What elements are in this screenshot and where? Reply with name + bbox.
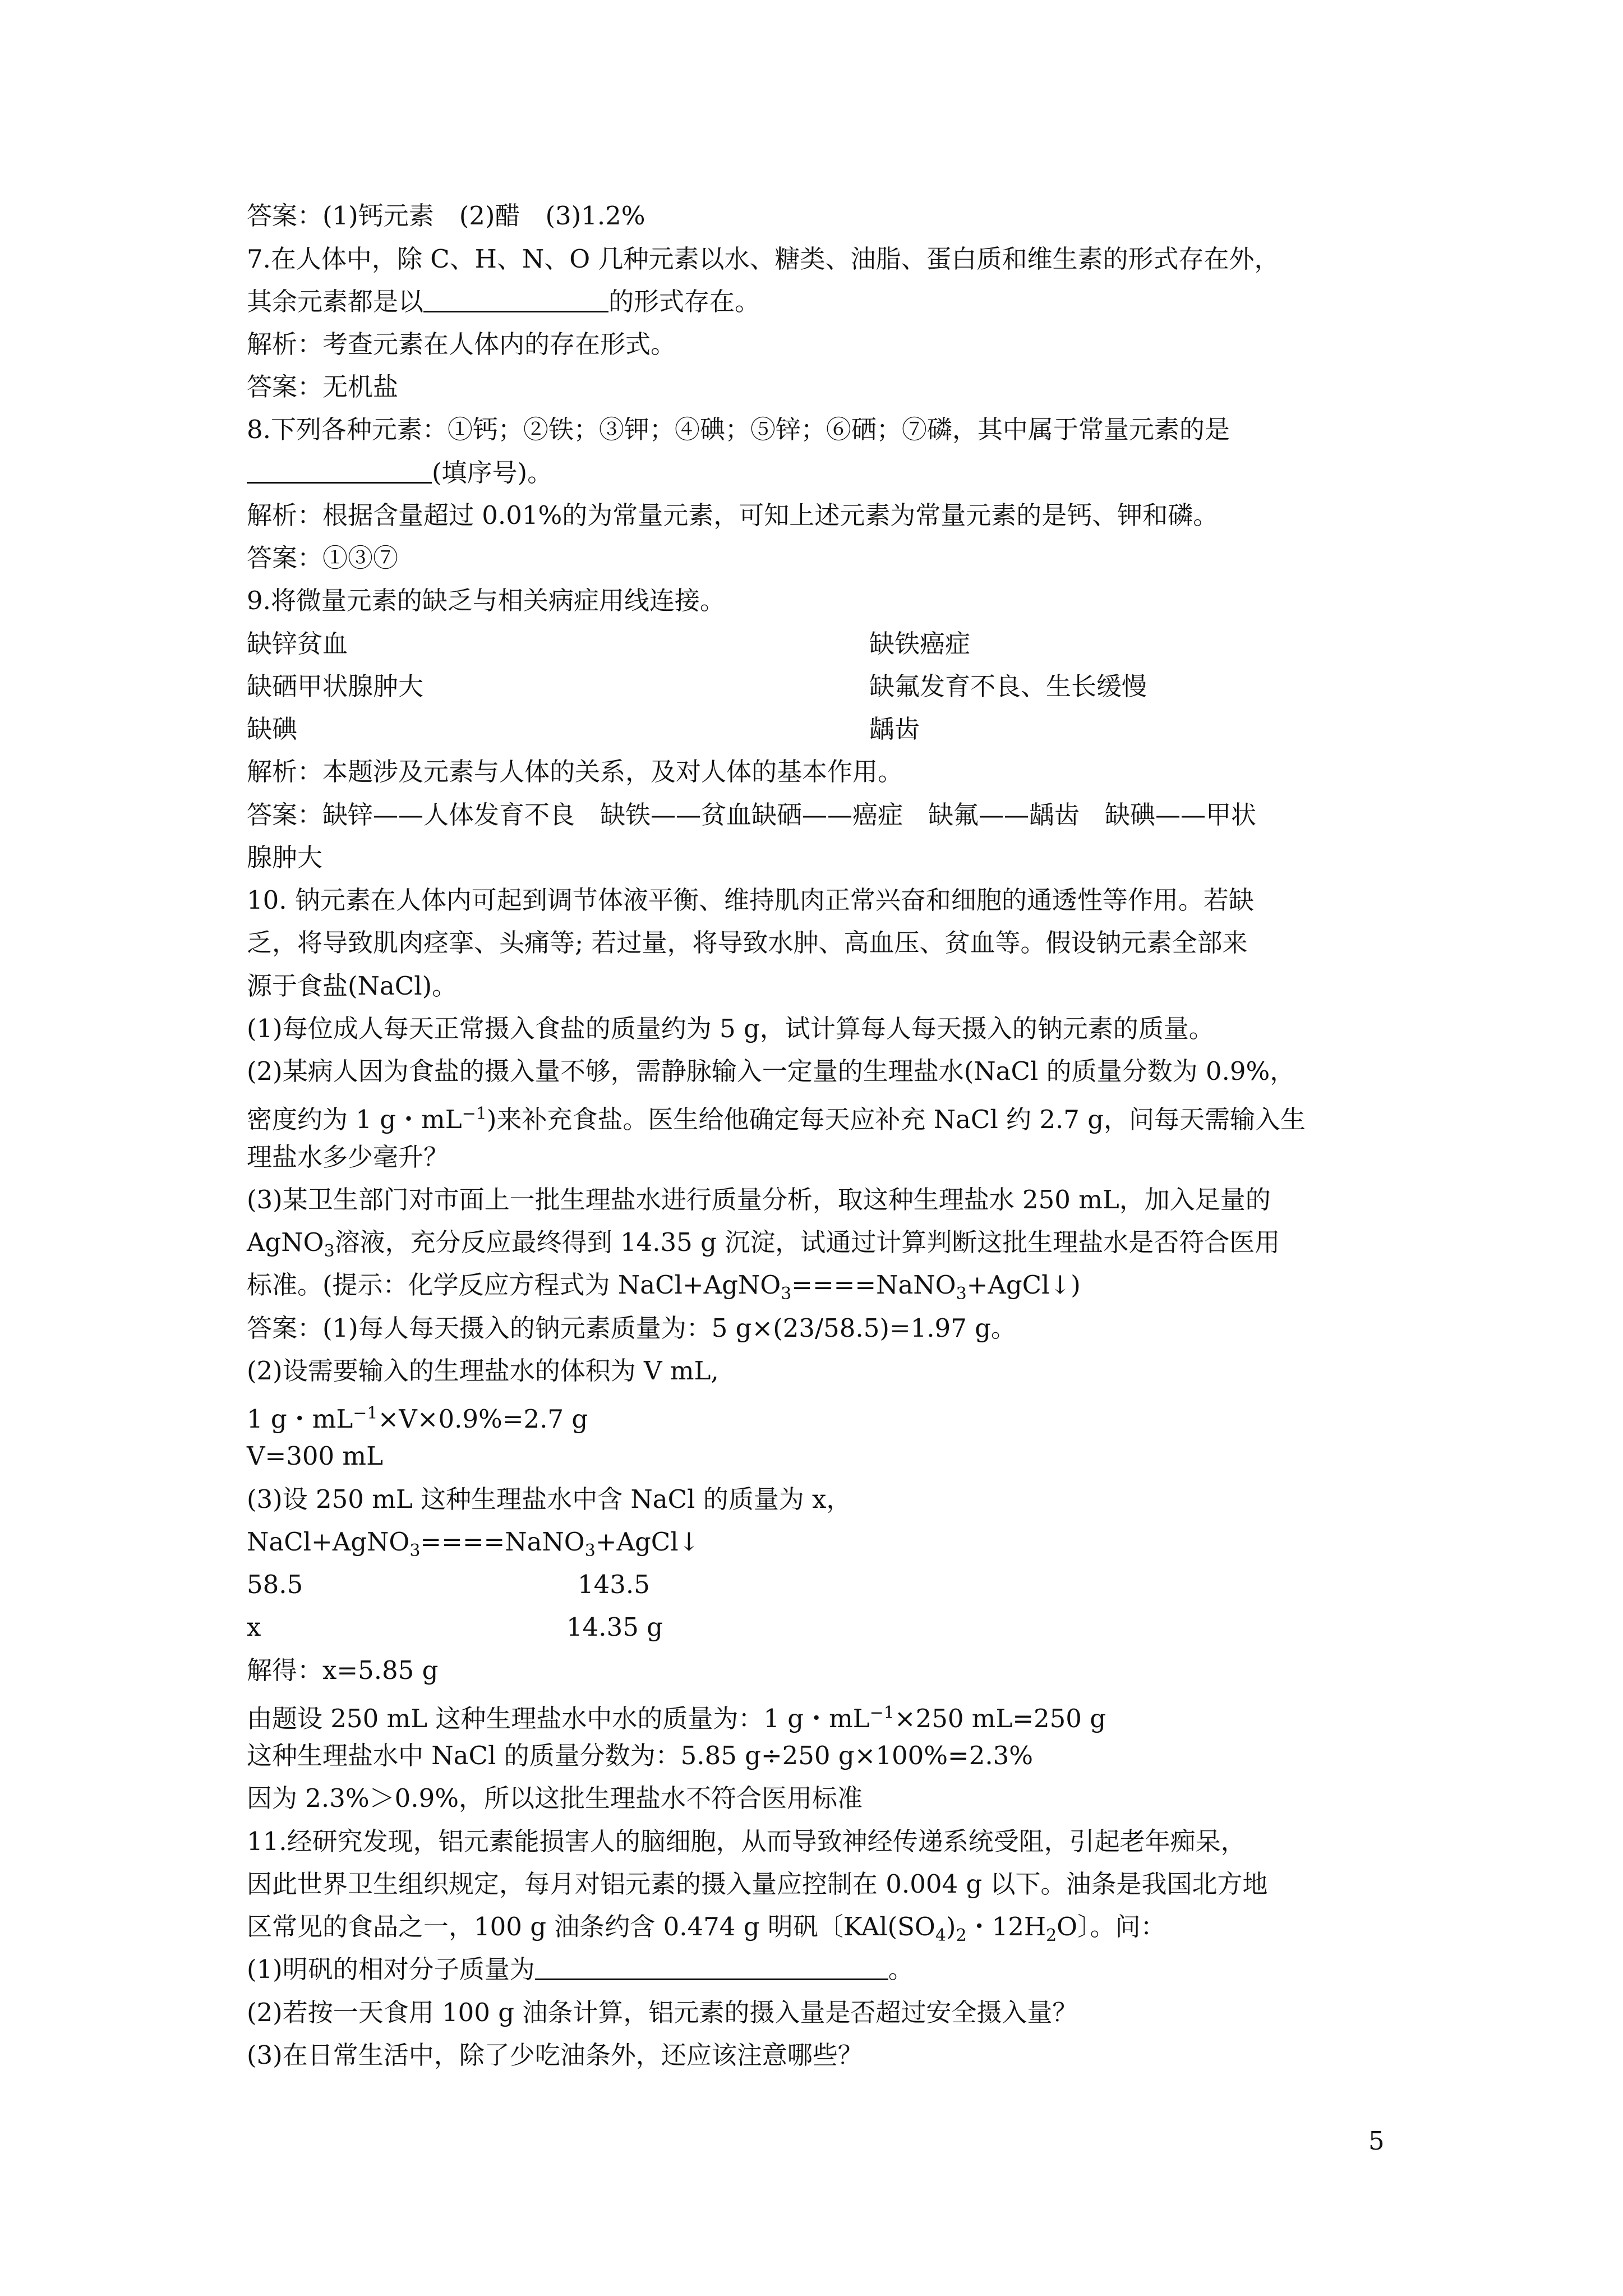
text-span: ・12H	[966, 1912, 1046, 1941]
text-line: 143.5	[578, 1570, 650, 1599]
subscript: 3	[956, 1284, 967, 1304]
text-line: 答案：①③⑦	[247, 543, 399, 573]
text-line: (3)在日常生活中，除了少吃油条外，还应该注意哪些？	[247, 2040, 863, 2070]
text-line: 答案：缺锌——人体发育不良 缺铁——贫血缺硒——癌症 缺氟——龋齿 缺碘——甲状	[247, 800, 1257, 830]
text-span: 区常见的食品之一，100 g 油条约含 0.474 g 明矾〔KAl(SO	[247, 1912, 935, 1941]
text-span: 标准。(提示：化学反应方程式为 NaCl+AgNO	[247, 1270, 781, 1300]
text-line: 解析：本题涉及元素与人体的关系，及对人体的基本作用。	[247, 757, 903, 786]
text-line	[247, 1268, 1081, 1311]
match-left-item: 缺硒甲状腺肿大	[247, 671, 424, 701]
text-line: 10. 钠元素在人体内可起到调节体液平衡、维持肌肉正常兴奋和细胞的通透性等作用。若缺	[247, 885, 1254, 915]
text-span: +AgCl↓	[595, 1527, 700, 1557]
text-line	[247, 456, 552, 490]
text-span: )	[946, 1912, 956, 1941]
text-span: 溶液，充分反应最终得到 14.35 g 沉淀，试通过计算判断这批生理盐水是否符合医用	[334, 1227, 1280, 1257]
text-line: 8.下列各种元素：①钙；②铁；③钾；④碘；⑤锌；⑥硒；⑦磷，其中属于常量元素的是	[247, 415, 1230, 444]
fill-blank	[535, 1956, 888, 1980]
text-line	[247, 1226, 1280, 1268]
text-span: 密度约为 1 g・mL	[247, 1105, 462, 1134]
text-span: (1)明矾的相对分子质量为	[247, 1954, 535, 1984]
text-span: ====NaNO	[420, 1527, 585, 1557]
text-line: 答案：(1)钙元素 (2)醋 (3)1.2%	[247, 201, 645, 231]
subscript: 4	[935, 1926, 946, 1945]
subscript: 2	[956, 1926, 967, 1945]
text-line	[247, 1097, 1306, 1137]
text-line: 11.经研究发现，铝元素能损害人的脑细胞，从而导致神经传递系统受阻，引起老年痴呆，	[247, 1826, 1246, 1856]
text-line: (3)某卫生部门对市面上一批生理盐水进行质量分析，取这种生理盐水 250 mL，加入足量的	[247, 1185, 1271, 1214]
text-span: 1 g・mL	[247, 1404, 353, 1434]
text-span: +AgCl↓)	[966, 1270, 1081, 1300]
text-span: ×250 mL=250 g	[894, 1704, 1106, 1733]
text-span: 由题设 250 mL 这种生理盐水中水的质量为：1 g・mL	[247, 1704, 870, 1733]
text-span: )来补充食盐。医生给他确定每天应补充 NaCl 约 2.7 g，问每天需输入生	[486, 1105, 1306, 1134]
fill-blank	[247, 459, 432, 484]
match-right-item: 龋齿	[869, 714, 920, 744]
match-left-item: 缺锌贫血	[247, 629, 348, 659]
text-line: 解析：根据含量超过 0.01%的为常量元素，可知上述元素为常量元素的是钙、钾和磷。	[247, 500, 1219, 530]
text-line: 58.5	[247, 1570, 303, 1599]
text-line: (3)设 250 mL 这种生理盐水中含 NaCl 的质量为 x，	[247, 1484, 852, 1514]
page-number: 5	[1368, 2126, 1385, 2156]
text-line: 解得：x=5.85 g	[247, 1655, 439, 1685]
text-line: 9.将微量元素的缺乏与相关病症用线连接。	[247, 586, 725, 615]
text-line: 腺肿大	[247, 843, 323, 872]
text-line: (2)设需要输入的生理盐水的体积为 V mL,	[247, 1356, 719, 1386]
match-right-item: 缺氟发育不良、生长缓慢	[869, 671, 1147, 701]
text-line: 理盐水多少毫升？	[247, 1142, 449, 1172]
match-right-item: 缺铁癌症	[869, 629, 971, 659]
subscript: 3	[409, 1541, 421, 1561]
subscript: 2	[1046, 1926, 1057, 1945]
text-line: 答案：(1)每人每天摄入的钠元素质量为：5 g×(23/58.5)=1.97 g。	[247, 1313, 1016, 1343]
superscript: −1	[353, 1404, 378, 1423]
text-line: 解析：考查元素在人体内的存在形式。	[247, 329, 676, 359]
text-line: 7.在人体中，除 C、H、N、O 几种元素以水、糖类、油脂、蛋白质和维生素的形式存在外，	[247, 244, 1280, 274]
text-line	[247, 1696, 1106, 1736]
text-line: 因为 2.3%＞0.9%，所以这批生理盐水不符合医用标准	[247, 1783, 863, 1813]
match-left-item: 缺碘	[247, 714, 298, 744]
text-line	[247, 285, 760, 319]
text-line: V=300 mL	[247, 1441, 383, 1471]
text-line: 因此世界卫生组织规定，每月对铝元素的摄入量应控制在 0.004 g 以下。油条是我国北方地	[247, 1869, 1268, 1899]
text-span: O〕。问：	[1057, 1912, 1166, 1941]
text-span: 。	[888, 1954, 914, 1984]
text-line: (1)每位成人每天正常摄入食盐的质量约为 5 g，试计算每人每天摄入的钠元素的质量。	[247, 1014, 1214, 1043]
fill-blank	[423, 288, 608, 312]
text-line: (2)某病人因为食盐的摄入量不够，需静脉输入一定量的生理盐水(NaCl 的质量分数为 0.9%，	[247, 1056, 1295, 1086]
text-line: (2)若按一天食用 100 g 油条计算，铝元素的摄入量是否超过安全摄入量？	[247, 1998, 1078, 2027]
text-span: ×V×0.9%=2.7 g	[377, 1404, 588, 1434]
text-span: NaCl+AgNO	[247, 1527, 410, 1557]
text-span: (填序号)。	[432, 458, 553, 487]
text-line	[247, 1953, 914, 1986]
text-line	[247, 1397, 588, 1436]
subscript: 3	[584, 1541, 596, 1561]
text-span: AgNO	[247, 1227, 324, 1257]
text-line	[247, 1910, 1166, 1953]
subscript: 3	[781, 1284, 792, 1304]
text-line: 14.35 g	[566, 1612, 663, 1642]
text-span: 的形式存在。	[608, 287, 760, 316]
subscript: 3	[324, 1241, 335, 1261]
text-line: 源于食盐(NaCl)。	[247, 971, 458, 1001]
text-line: x	[247, 1612, 261, 1642]
text-line: 乏，将导致肌肉痉挛、头痛等; 若过量，将导致水肿、高血压、贫血等。假设钠元素全部来	[247, 928, 1248, 958]
text-line	[247, 1525, 699, 1568]
text-span: ====NaNO	[791, 1270, 956, 1300]
text-line: 这种生理盐水中 NaCl 的质量分数为：5.85 g÷250 g×100%=2.3%	[247, 1741, 1034, 1770]
text-span: 其余元素都是以	[247, 287, 424, 316]
text-line: 答案：无机盐	[247, 372, 399, 402]
superscript: −1	[869, 1703, 895, 1723]
superscript: −1	[462, 1104, 487, 1124]
